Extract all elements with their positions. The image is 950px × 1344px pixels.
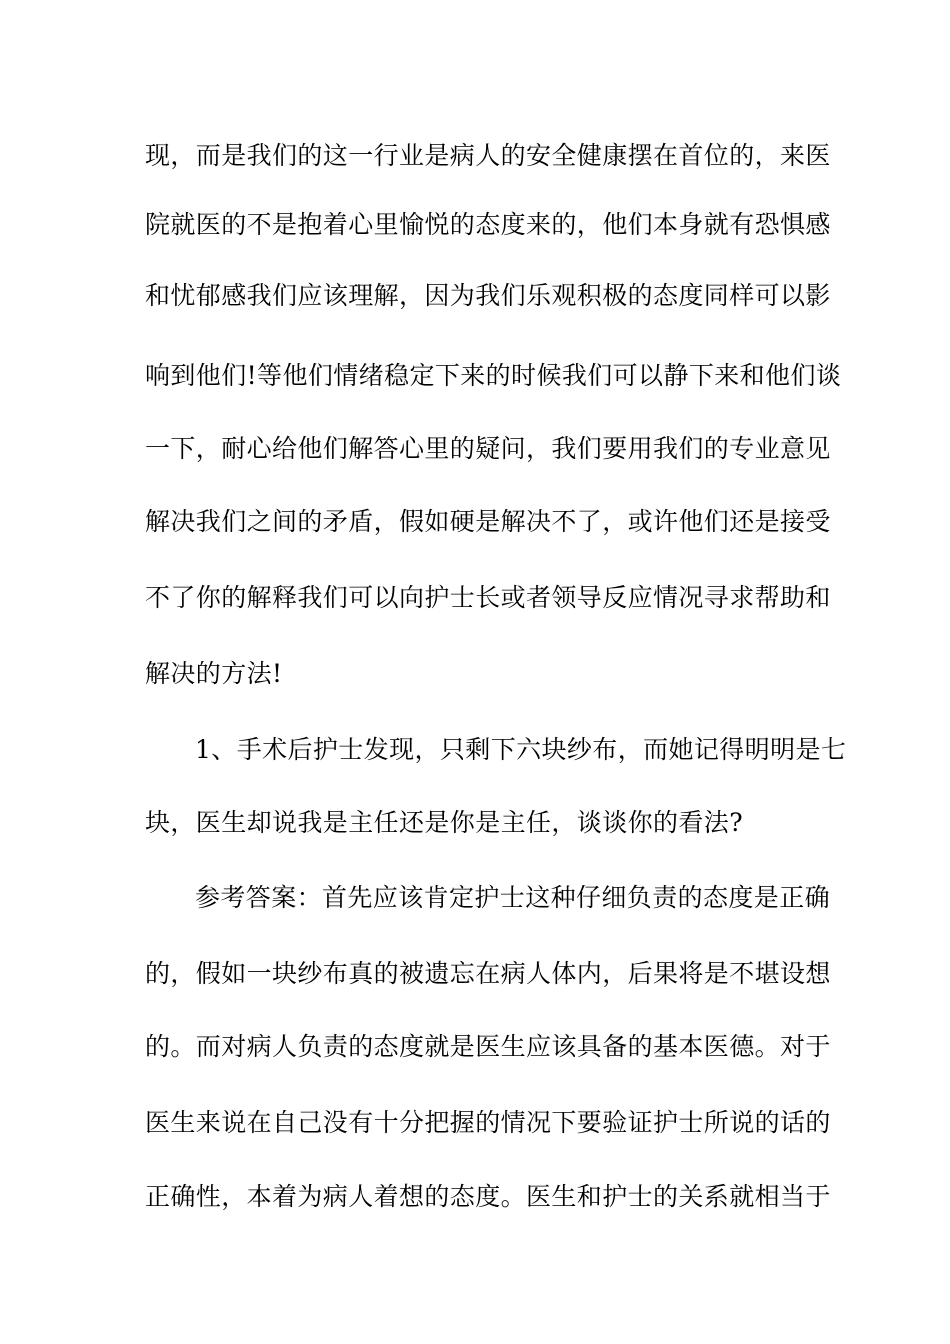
question-line-1: 1、手术后护士发现，只剩下六块纱布，而她记得明明是七	[195, 735, 847, 764]
text-line-3: 和忧郁感我们应该理解，因为我们乐观积极的态度同样可以影	[145, 281, 831, 310]
question-line-2: 块，医生却说我是主任还是你是主任，谈谈你的看法?	[145, 808, 744, 837]
text-line-6: 解决我们之间的矛盾，假如硬是解决不了，或许他们还是接受	[145, 507, 831, 536]
text-line-2: 院就医的不是抱着心里愉悦的态度来的，他们本身就有恐惧感	[145, 210, 831, 239]
answer-line-4: 医生来说在自己没有十分把握的情况下要验证护士所说的话的	[145, 1108, 831, 1137]
answer-line-1: 参考答案：首先应该肯定护士这种仔细负责的态度是正确	[195, 883, 831, 912]
answer-line-2: 的，假如一块纱布真的被遗忘在病人体内，后果将是不堪设想	[145, 959, 831, 988]
answer-line-3: 的。而对病人负责的态度就是医生应该具备的基本医德。对于	[145, 1032, 831, 1061]
text-line-1: 现，而是我们的这一行业是病人的安全健康摆在首位的，来医	[145, 141, 831, 170]
answer-line-5: 正确性，本着为病人着想的态度。医生和护士的关系就相当于	[145, 1182, 831, 1211]
text-line-8: 解决的方法!	[145, 659, 283, 688]
text-line-7: 不了你的解释我们可以向护士长或者领导反应情况寻求帮助和	[145, 583, 831, 612]
text-line-5: 一下，耐心给他们解答心里的疑问，我们要用我们的专业意见	[145, 434, 831, 463]
text-line-4: 响到他们!等他们情绪稳定下来的时候我们可以静下来和他们谈	[145, 361, 842, 390]
